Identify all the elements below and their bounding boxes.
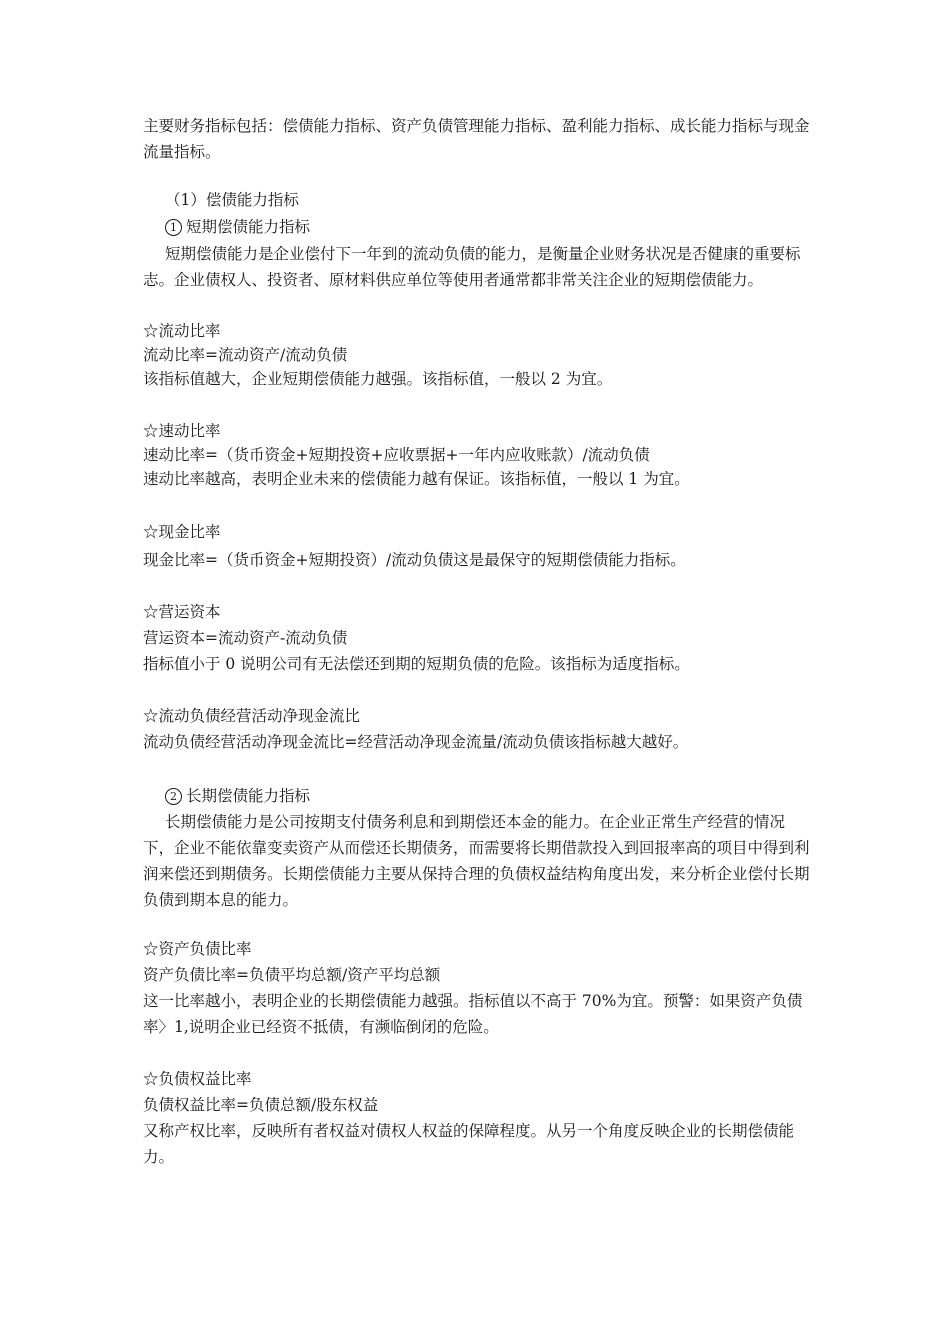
circled-number-icon: 1 bbox=[165, 219, 182, 236]
formula-current-ratio: 流动比率=流动资产/流动负债 bbox=[143, 346, 348, 364]
item-title-cash-ratio: ☆现金比率 bbox=[143, 523, 221, 541]
subsection-heading-short-term bbox=[165, 214, 310, 240]
long-term-description: 长期偿债能力是公司按期支付债务利息和到期偿还本金的能力。在企业正常生产经营的情况下，企业不能依靠变卖资产从而偿还长期债务，而需要将长期借款投入到回报率高的项目中得到利润来偿还到期债务。长期偿债能力主要从保持合理的负债权益结构角度出发，来分析企业偿付长期负债到期本息的能力。 bbox=[143, 813, 810, 909]
formula-cash-ratio: 现金比率=（货币资金+短期投资）/流动负债这是最保守的短期偿债能力指标。 bbox=[143, 551, 686, 569]
circled-number-icon: 2 bbox=[165, 788, 182, 805]
formula-quick-ratio: 速动比率=（货币资金+短期投资+应收票据+一年内应收账款）/流动负债 bbox=[143, 446, 650, 464]
item-title-current-ratio: ☆流动比率 bbox=[143, 322, 221, 340]
item-title-working-capital: ☆营运资本 bbox=[143, 603, 221, 621]
item-title-debt-asset-ratio: ☆资产负债比率 bbox=[143, 940, 252, 958]
section-heading: （1）偿债能力指标 bbox=[165, 191, 299, 209]
intro-paragraph: 主要财务指标包括：偿债能力指标、资产负债管理能力指标、盈利能力指标、成长能力指标与现金流量指标。 bbox=[143, 117, 810, 161]
formula-cash-flow-ratio: 流动负债经营活动净现金流比=经营活动净现金流量/流动负债该指标越大越好。 bbox=[143, 733, 689, 751]
formula-debt-equity-ratio: 负债权益比率=负债总额/股东权益 bbox=[143, 1096, 379, 1114]
item-title-debt-equity-ratio: ☆负债权益比率 bbox=[143, 1070, 252, 1088]
note-debt-asset-ratio: 这一比率越小，表明企业的长期偿债能力越强。指标值以不高于 70%为宜。预警：如果资产负债率〉1,说明企业已经资不抵债，有濒临倒闭的危险。 bbox=[143, 992, 803, 1036]
note-working-capital: 指标值小于 0 说明公司有无法偿还到期的短期负债的危险。该指标为适度指标。 bbox=[143, 655, 690, 673]
subsection-title: 短期偿债能力指标 bbox=[186, 218, 311, 236]
subsection-title: 长期偿债能力指标 bbox=[186, 787, 311, 805]
formula-working-capital: 营运资本=流动资产-流动负债 bbox=[143, 629, 348, 647]
note-current-ratio: 该指标值越大，企业短期偿债能力越强。该指标值，一般以 2 为宜。 bbox=[143, 370, 613, 388]
item-title-cash-flow-ratio: ☆流动负债经营活动净现金流比 bbox=[143, 707, 361, 725]
short-term-description: 短期偿债能力是企业偿付下一年到的流动负债的能力，是衡量企业财务状况是否健康的重要标志。企业债权人、投资者、原材料供应单位等使用者通常都非常关注企业的短期偿债能力。 bbox=[143, 245, 801, 289]
note-quick-ratio: 速动比率越高，表明企业未来的偿债能力越有保证。该指标值，一般以 1 为宜。 bbox=[143, 470, 690, 488]
formula-debt-asset-ratio: 资产负债比率=负债平均总额/资产平均总额 bbox=[143, 966, 441, 984]
item-title-quick-ratio: ☆速动比率 bbox=[143, 422, 221, 440]
subsection-heading-long-term bbox=[165, 783, 310, 809]
note-debt-equity-ratio: 又称产权比率，反映所有者权益对债权人权益的保障程度。从另一个角度反映企业的长期偿债能力。 bbox=[143, 1122, 795, 1166]
